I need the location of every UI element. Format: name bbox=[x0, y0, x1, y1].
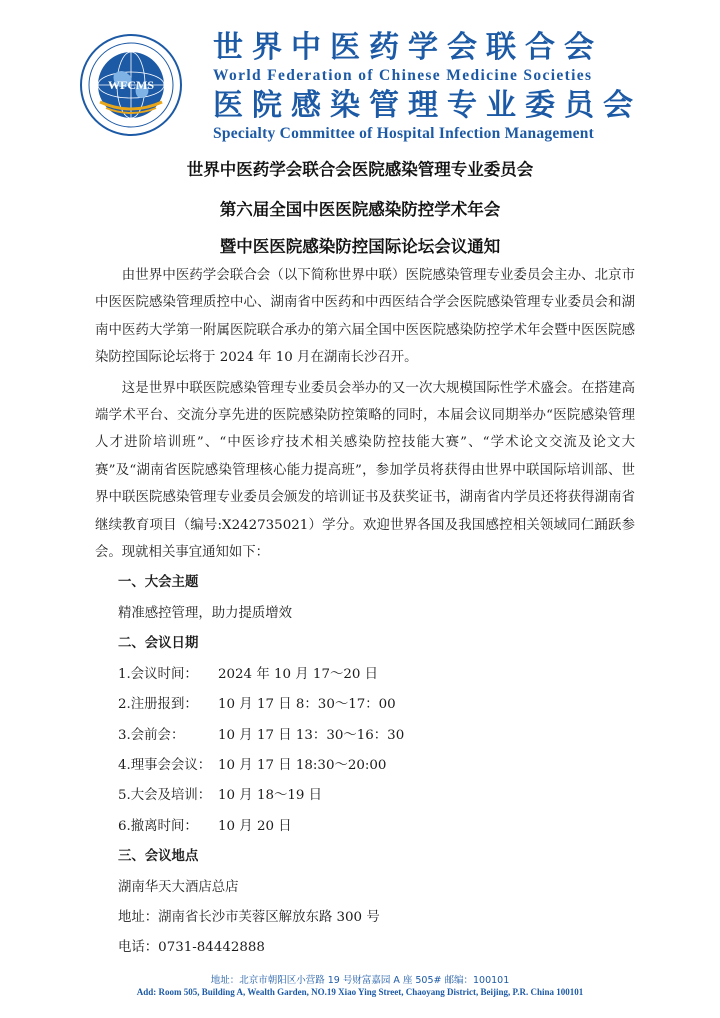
committee-name-cn: 医院感染管理专业委员会 bbox=[213, 88, 642, 123]
globe-seal-icon bbox=[80, 34, 182, 136]
date-value: 10 月 17 日 18:30～20:00 bbox=[218, 757, 387, 773]
date-label: 3.会前会： bbox=[118, 727, 185, 743]
letterhead bbox=[0, 0, 720, 150]
document-title-line-3: 暨中医医院感染防控国际论坛会议通知 bbox=[219, 237, 501, 256]
date-value: 2024 年 10 月 17～20 日 bbox=[218, 666, 379, 682]
date-value: 10 月 17 日 13：30～16：30 bbox=[218, 727, 405, 743]
section-venue-heading: 三、会议地点 bbox=[118, 849, 199, 865]
letterhead-text bbox=[213, 30, 642, 144]
notice-body bbox=[95, 262, 635, 962]
org-name-cn: 世界中医药学会联合会 bbox=[213, 30, 603, 65]
org-name-en: World Federation of Chinese Medicine Societies bbox=[213, 67, 593, 84]
event-description-paragraph: 这是世界中联医院感染管理专业委员会举办的又一次大规模国际性学术盛会。在搭建高端学术平台、交流分享先进的医院感染防控策略的同时，本届会议同期举办“医院感染管理人才进阶培训班”、“中医诊疗技术相关感染防控技能大赛”、“学术论文交流及论文大赛”及“湖南省医院感染管理核心能力提高班”，参加学员将获得由世界中联国际培训部、世界中联医院感染管理专业委员会颁发的培训证书及获奖证书，湖南省内学员还将获得湖南省继续教育项目（编号:X242735021）学分。欢迎世界各国及我国感控相关领域同仁踊跃参会。现就相关事宜通知如下： bbox=[95, 380, 635, 561]
logo-text: WFCMS bbox=[108, 78, 154, 92]
committee-name-en: Specialty Committee of Hospital Infection Management bbox=[213, 125, 595, 142]
date-label: 4.理事会会议： bbox=[118, 757, 212, 773]
footer-address-en: Add: Room 505, Building A, Wealth Garden, NO.19 Xiao Ying Street, Chaoyang District, Beijing, P.R. China 100101 bbox=[136, 987, 584, 997]
theme-text: 精准感控管理，助力提质增效 bbox=[118, 605, 293, 621]
wfcms-logo bbox=[80, 34, 182, 136]
document-title-line-2: 第六届全国中医医院感染防控学术年会 bbox=[219, 200, 501, 219]
date-label: 1.会议时间： bbox=[118, 666, 198, 682]
section-theme-heading: 一、大会主题 bbox=[118, 575, 199, 591]
venue-name: 湖南华天大酒店总店 bbox=[118, 879, 239, 895]
date-row bbox=[118, 813, 635, 840]
date-row bbox=[118, 722, 635, 749]
section-dates-heading: 二、会议日期 bbox=[118, 636, 199, 652]
date-value: 10 月 17 日 8：30～17：00 bbox=[218, 697, 396, 713]
date-row bbox=[118, 782, 635, 809]
date-row bbox=[118, 691, 635, 718]
document-title-line-1: 世界中医药学会联合会医院感染管理专业委员会 bbox=[186, 160, 534, 179]
intro-paragraph: 由世界中医药学会联合会（以下简称世界中联）医院感染管理专业委员会主办、北京市中医医院感染管理质控中心、湖南省中医药和中西医结合学会医院感染管理专业委员会和湖南中医药大学第一附属医院联合承办的第六届全国中医医院感染防控学术年会暨中医医院感染防控国际论坛将于 2024 年 10 月在湖南长沙召开。 bbox=[95, 268, 635, 366]
date-label: 5.大会及培训： bbox=[118, 788, 212, 804]
date-row bbox=[118, 661, 635, 688]
footer-address-cn: 地址：北京市朝阳区小营路 19 号财富嘉园 A 座 505# 邮编：100101 bbox=[210, 975, 510, 986]
date-row bbox=[118, 752, 635, 779]
date-value: 10 月 20 日 bbox=[218, 818, 292, 834]
date-label: 6.撤离时间： bbox=[118, 818, 198, 834]
venue-address: 地址：湖南省长沙市芙蓉区解放东路 300 号 bbox=[118, 909, 380, 925]
venue-phone: 电话：0731-84442888 bbox=[118, 940, 265, 956]
date-label: 2.注册报到： bbox=[118, 697, 198, 713]
date-value: 10 月 18～19 日 bbox=[218, 788, 323, 804]
